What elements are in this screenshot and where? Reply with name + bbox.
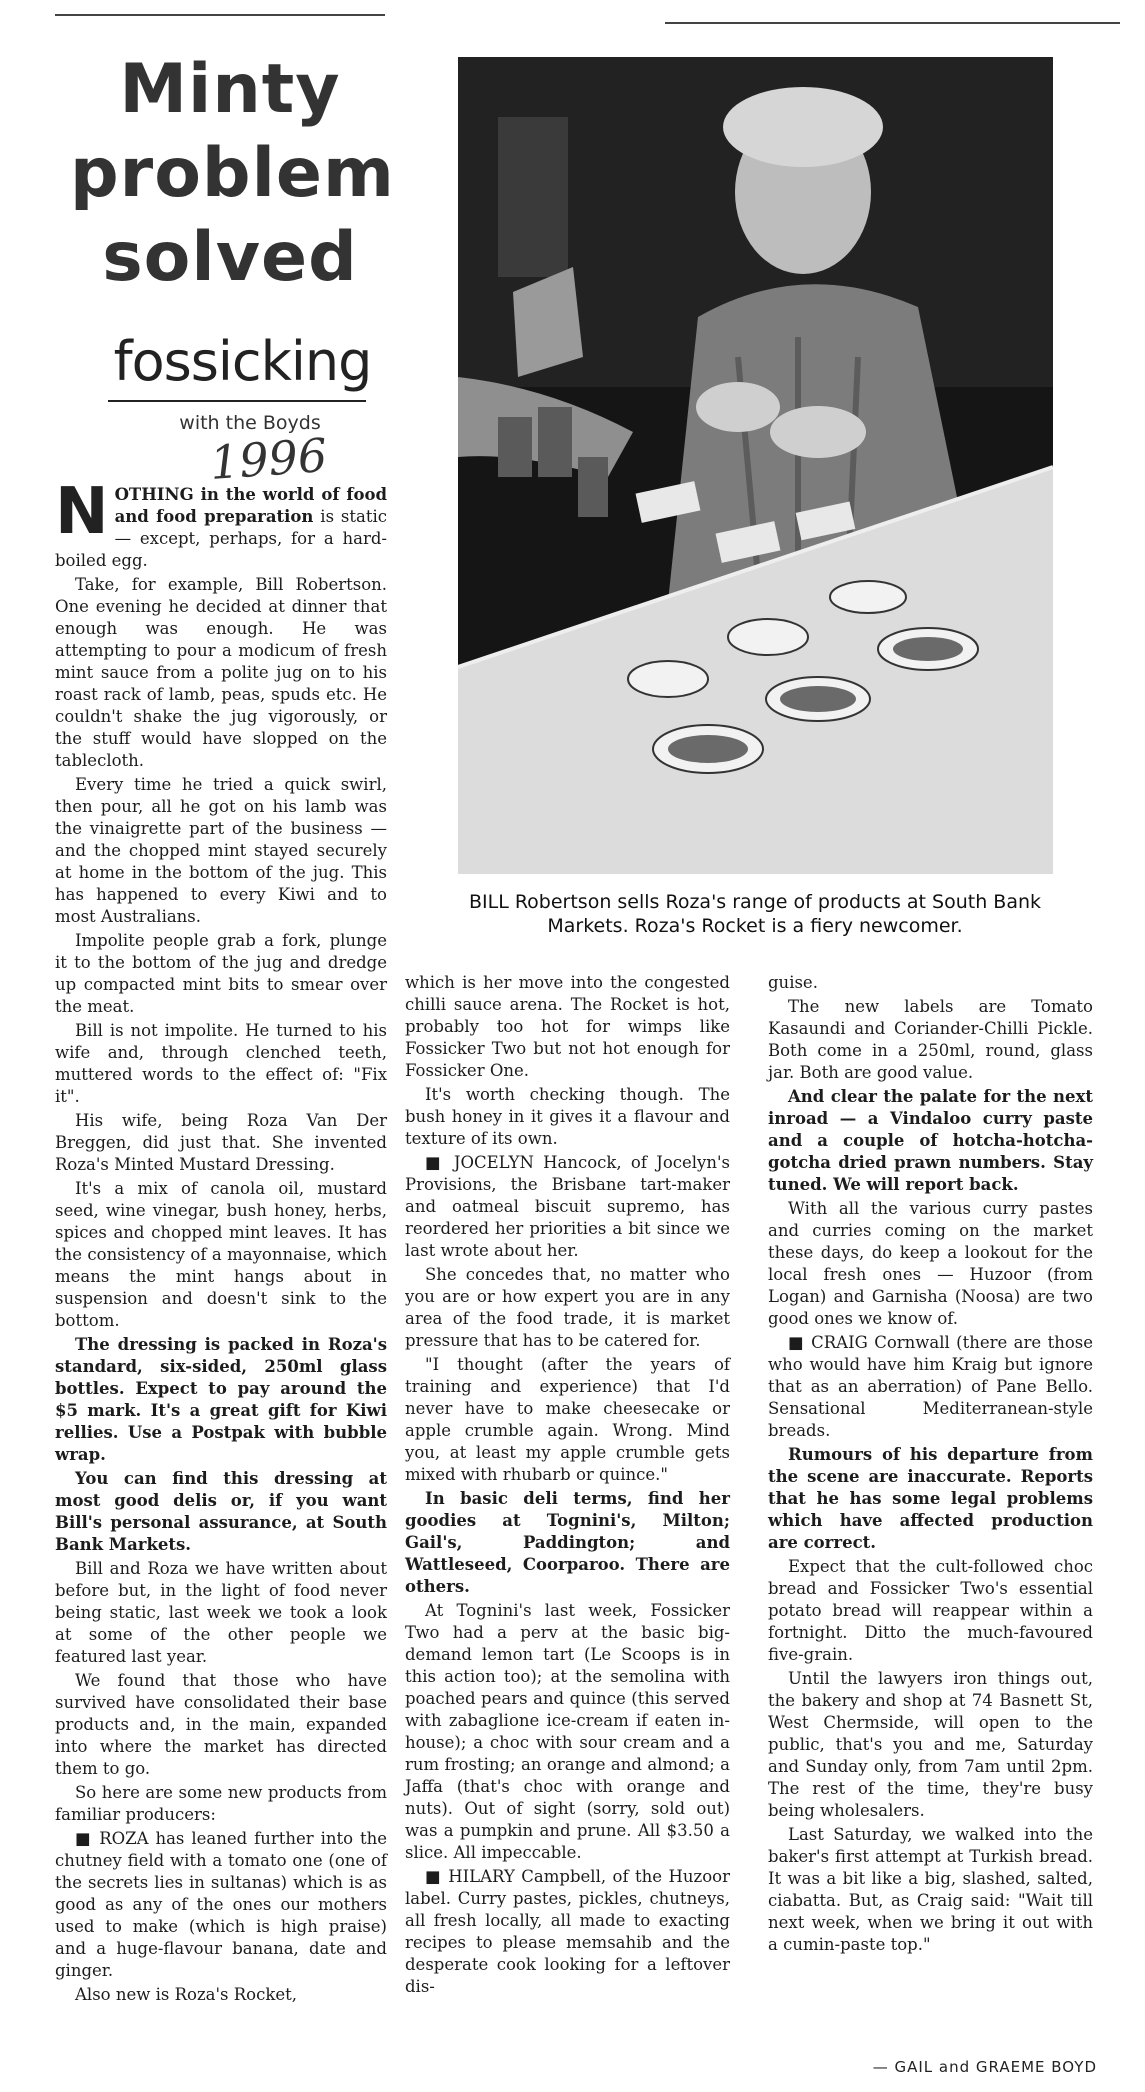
paragraph: She concedes that, no matter who you are or how expert you are in any area of the food trade, it is market pressure that has to be catered for. <box>405 1265 730 1350</box>
paragraph: ■ ROZA has leaned further into the chutney field with a tomato one (one of the secrets lies in sultanas) which is as good as any of the ones our mothers used to make (which is high praise) and a huge-flavour banana, date and ginger. <box>55 1829 387 1980</box>
lead-bold-text: OTHING in the world of food and food preparation <box>114 485 387 526</box>
paragraph: Also new is Roza's Rocket, <box>75 1985 297 2004</box>
paragraph: His wife, being Roza Van Der Breggen, did just that. She invented Roza's Minted Mustard Dressing. <box>55 1111 387 1174</box>
top-rule-left <box>55 14 385 16</box>
paragraph: In basic deli terms, find her goodies at Tognini's, Milton; Gail's, Paddington; and Wattleseed, Coorparoo. There are others. <box>405 1489 730 1596</box>
photo-illustration <box>458 57 1053 874</box>
paragraph: Last Saturday, we walked into the baker's first attempt at Turkish bread. It was a bit like a big, slashed, salted, ciabatta. But, as Craig said: "Wait till next week, when we bring it out with a cumin-paste top." <box>768 1825 1093 1954</box>
paragraph: Rumours of his departure from the scene are inaccurate. Reports that he has some legal problems which have affected production are correct. <box>768 1445 1093 1552</box>
photo-caption: BILL Robertson sells Roza's range of products at South Bank Markets. Roza's Rocket is a fiery newcomer. <box>468 891 1042 937</box>
paragraph: Until the lawyers iron things out, the bakery and shop at 74 Basnett St, West Chermside, will open to the public, that's you and me, Saturday and Sunday only, from 7am until 2pm. The rest of the time, they're busy being wholesalers. <box>768 1669 1093 1820</box>
lead-paragraph <box>55 475 387 572</box>
paragraph: You can find this dressing at most good delis or, if you want Bill's personal assurance, at South Bank Markets. <box>55 1469 387 1554</box>
paragraph: The new labels are Tomato Kasaundi and Coriander-Chilli Pickle. Both come in a 250ml, round, glass jar. Both are good value. <box>768 997 1093 1082</box>
column-name: fossicking <box>113 330 372 393</box>
headline: Minty problem solved <box>70 50 395 297</box>
paragraph: We found that those who have survived have consolidated their base products and, in the main, expanded into where the market has directed them to go. <box>55 1671 387 1778</box>
lead-text: is static — except, perhaps, for a hard-boiled egg. <box>55 507 387 570</box>
paragraph: And clear the palate for the next inroad — a Vindaloo curry paste and a couple of hotcha-hotcha-gotcha dried prawn numbers. Stay tuned. We will report back. <box>768 1087 1093 1194</box>
paragraph: It's worth checking though. The bush honey in it gives it a flavour and texture of its own. <box>405 1085 730 1148</box>
paragraph: ■ HILARY Campbell, of the Huzoor label. Curry pastes, pickles, chutneys, all fresh locally, all made to exacting recipes to please memsahib and the desperate cook looking for a leftover dis- <box>405 1867 730 1996</box>
article-column-2 <box>405 972 730 2000</box>
paragraph: At Tognini's last week, Fossicker Two had a perv at the basic big-demand lemon tart (Le Scoops is in this action too); at the semolina with poached pears and quince (this served with zabaglione ice-cream if eaten in-house); a choc with sour cream and a rum frosting; an orange and almond; a Jaffa (that's choc with orange and nuts). Out of sight (sorry, sold out) was a pumpkin and prune. All $3.50 a slice. All impeccable. <box>405 1601 730 1862</box>
byline: with the Boyds <box>179 412 321 434</box>
paragraph: It's a mix of canola oil, mustard seed, wine vinegar, bush honey, herbs, spices and chopped mint leaves. It has the consistency of a mayonnaise, which means the mint hangs about in suspension and doesn't sink to the bottom. <box>55 1179 387 1330</box>
paragraph: guise. <box>768 973 818 992</box>
paragraph: which is her move into the congested chilli sauce arena. The Rocket is hot, probably too hot for wimps like Fossicker Two but not hot enough for Fossicker One. <box>405 973 730 1080</box>
paragraph: With all the various curry pastes and curries coming on the market these days, do keep a lookout for the local fresh ones — Huzoor (from Logan) and Garnisha (Noosa) are two good ones we know of. <box>768 1199 1093 1328</box>
paragraph: The dressing is packed in Roza's standard, six-sided, 250ml glass bottles. Expect to pay around the $5 mark. It's a great gift for Kiwi rellies. Use a Postpak with bubble wrap. <box>55 1335 387 1464</box>
paragraph: Take, for example, Bill Robertson. One evening he decided at dinner that enough was enough. He was attempting to pour a modicum of fresh mint sauce from a polite jug on to his roast rack of lamb, peas, spuds etc. He couldn't shake the jug vigorously, or the stuff would have slopped on the tablecloth. <box>55 575 387 770</box>
paragraph: Bill and Roza we have written about before but, in the light of food never being static, last week we took a look at some of the other people we featured last year. <box>55 1559 387 1666</box>
paragraph: Expect that the cult-followed choc bread and Fossicker Two's essential potato bread will reappear within a fortnight. Ditto the much-favoured five-grain. <box>768 1557 1093 1664</box>
paragraph: "I thought (after the years of training and experience) that I'd never have to make cheesecake or apple crumble again. Wrong. Mind you, at least my apple crumble gets mixed with rhubarb or quince." <box>405 1355 730 1484</box>
paragraph: Impolite people grab a fork, plunge it to the bottom of the jug and dredge up compacted mint bits to smear over the meat. <box>55 931 387 1016</box>
paragraph: So here are some new products from familiar producers: <box>55 1783 387 1824</box>
author-signature: — GAIL and GRAEME BOYD <box>872 2058 1097 2076</box>
paragraph: Bill is not impolite. He turned to his wife and, through clenched teeth, muttered words to the effect of: "Fix it". <box>55 1021 387 1106</box>
handwritten-year: 1996 <box>208 427 329 491</box>
top-rule-right <box>665 22 1120 24</box>
article-column-1 <box>55 475 387 2008</box>
paragraph: ■ CRAIG Cornwall (there are those who would have him Kraig but ignore that as an aberration) of Pane Bello. Sensational Mediterranean-style breads. <box>768 1333 1093 1440</box>
drop-cap: N <box>55 475 109 549</box>
article-column-3 <box>768 972 1093 1958</box>
column-name-rule <box>108 400 366 402</box>
paragraph: Every time he tried a quick swirl, then pour, all he got on his lamb was the vinaigrette part of the business — and the chopped mint stayed securely at home in the bottom of the jug. This has happened to every Kiwi and to most Australians. <box>55 775 387 926</box>
market-stall-photo <box>458 57 1053 874</box>
paragraph: ■ JOCELYN Hancock, of Jocelyn's Provisions, the Brisbane tart-maker and oatmeal biscuit supremo, has reordered her priorities a bit since we last wrote about her. <box>405 1153 730 1260</box>
